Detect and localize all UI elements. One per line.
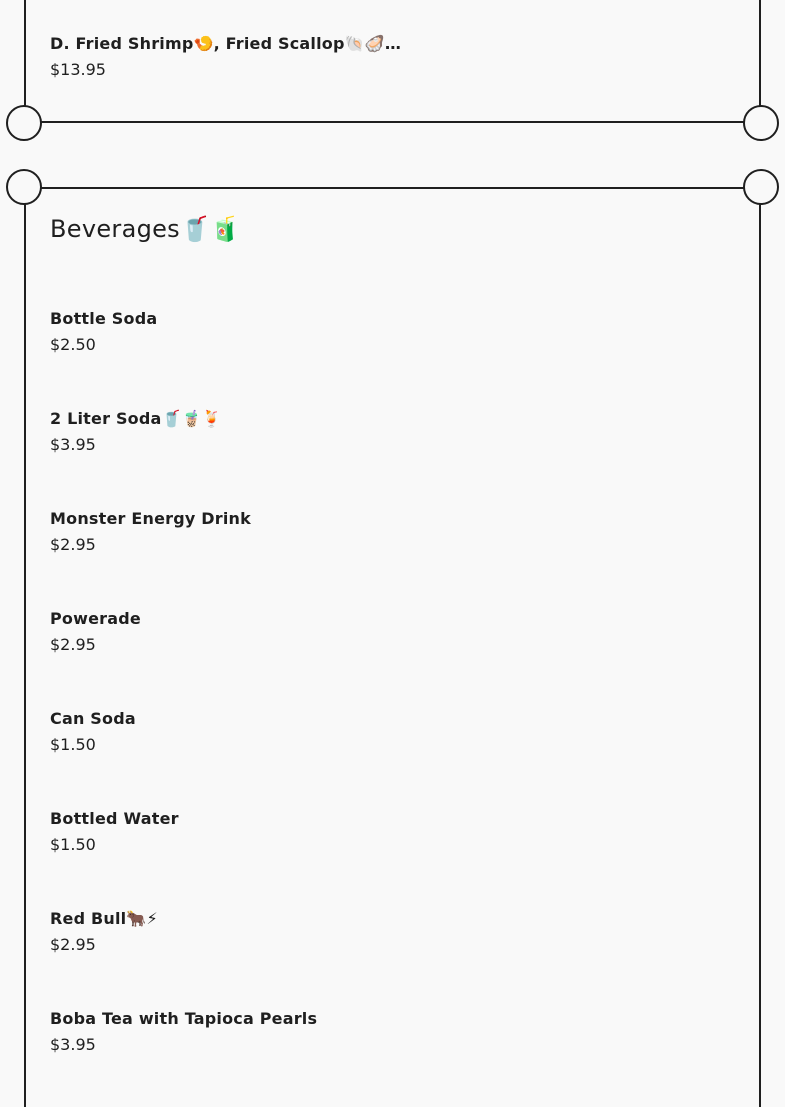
menu-item[interactable]	[50, 409, 222, 455]
menu-item[interactable]	[50, 309, 157, 355]
menu-item[interactable]	[50, 909, 158, 955]
menu-item[interactable]	[50, 809, 179, 855]
menu-item[interactable]	[50, 1009, 317, 1055]
menu-section-card-previous	[24, 0, 761, 123]
menu-item-price: $2.95	[50, 635, 96, 654]
menu-item-price: $2.95	[50, 535, 96, 554]
menu-item-name: D. Fried Shrimp🍤, Fried Scallop🐚🦪…	[50, 34, 402, 53]
menu-item[interactable]	[50, 709, 136, 755]
menu-item-price: $2.95	[50, 935, 96, 954]
menu-item-name: Bottled Water	[50, 809, 179, 828]
menu-item-price: $1.50	[50, 735, 96, 754]
menu-item-name: Can Soda	[50, 709, 136, 728]
menu-item-price: $1.50	[50, 835, 96, 854]
menu-item-price: $2.50	[50, 335, 96, 354]
menu-item-name: Boba Tea with Tapioca Pearls	[50, 1009, 318, 1028]
menu-item-price: $3.95	[50, 1035, 96, 1054]
card-corner-decoration	[6, 105, 42, 141]
menu-item-name: Powerade	[50, 609, 141, 628]
menu-item[interactable]	[50, 34, 401, 80]
section-title: Beverages🥤🧃	[50, 215, 241, 243]
menu-item[interactable]	[50, 509, 251, 555]
card-corner-decoration	[743, 169, 779, 205]
menu-item-price: $3.95	[50, 435, 96, 454]
menu-item-name: 2 Liter Soda🥤🧋🍹	[50, 409, 222, 428]
menu-item-price: $13.95	[50, 60, 106, 79]
menu-item-name: Monster Energy Drink	[50, 509, 251, 528]
menu-section-card-beverages	[24, 187, 761, 1107]
menu-item-name: Bottle Soda	[50, 309, 158, 328]
menu-item[interactable]	[50, 609, 141, 655]
card-corner-decoration	[6, 169, 42, 205]
card-corner-decoration	[743, 105, 779, 141]
menu-item-name: Red Bull🐂⚡	[50, 909, 158, 928]
